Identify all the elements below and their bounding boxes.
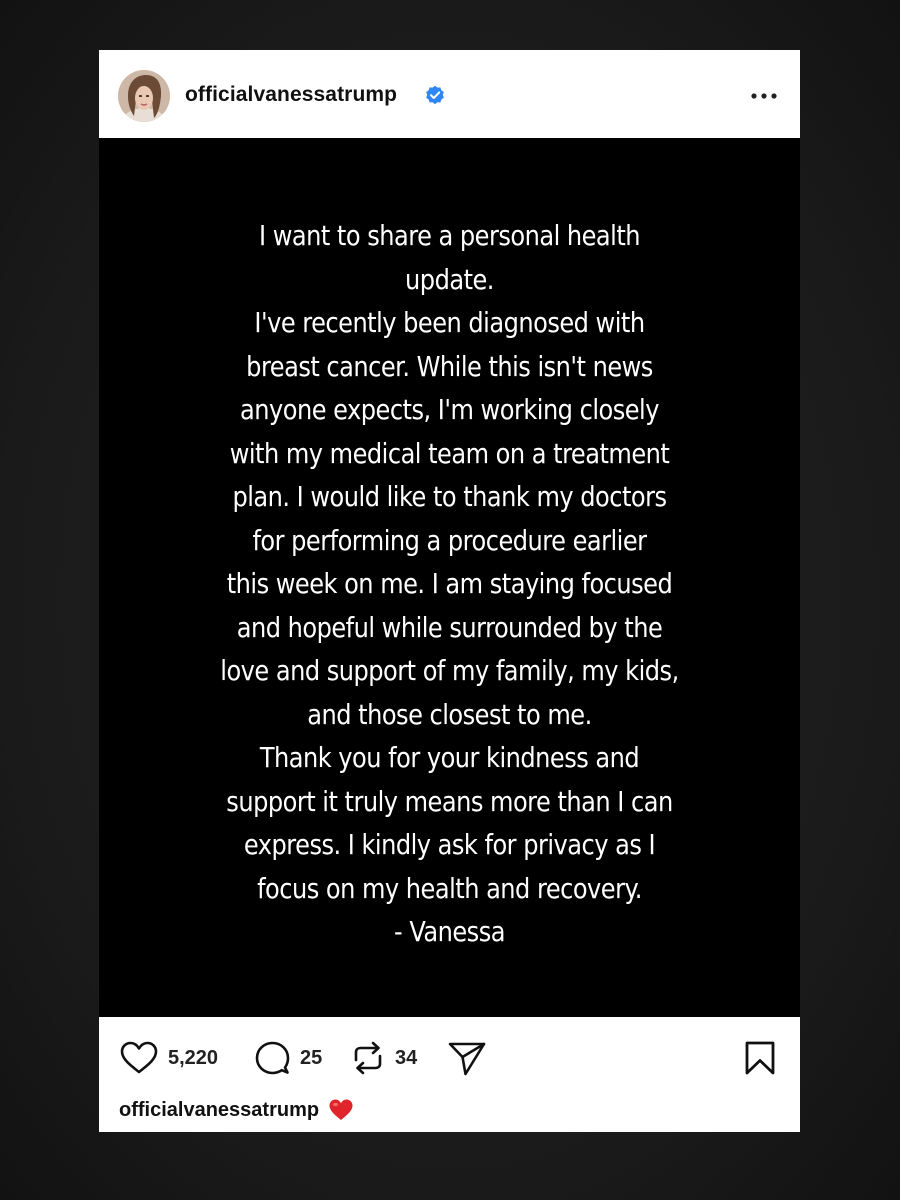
repost-count[interactable]: 34 bbox=[395, 1046, 418, 1069]
post-text-line: and hopeful while surrounded by the bbox=[236, 610, 663, 644]
post-text-line: focus on my health and recovery. bbox=[257, 871, 642, 905]
avatar[interactable] bbox=[118, 70, 170, 122]
like-count[interactable]: 5,220 bbox=[168, 1046, 219, 1069]
post-text bbox=[182, 214, 716, 954]
more-options-icon[interactable] bbox=[745, 84, 785, 108]
post-text-line: support it truly means more than I can bbox=[226, 784, 673, 818]
post-image[interactable] bbox=[99, 138, 800, 1017]
save-action bbox=[743, 1040, 777, 1076]
repost-arrows-icon[interactable] bbox=[350, 1040, 386, 1076]
red-heart-icon bbox=[328, 1098, 354, 1122]
like-action bbox=[119, 1040, 218, 1076]
post-text-line: this week on me. I am staying focused bbox=[226, 567, 673, 600]
post-actions bbox=[99, 1017, 800, 1097]
post-text-line: with my medical team on a treatment bbox=[229, 436, 670, 470]
post-text-line: - Vanessa bbox=[394, 915, 505, 948]
verified-badge-icon bbox=[425, 85, 445, 105]
post-text-line: Thank you for your kindness and bbox=[259, 741, 640, 774]
post-text-line: plan. I would like to thank my doctors bbox=[232, 480, 667, 513]
post-username[interactable]: officialvanessatrump bbox=[185, 83, 398, 106]
heart-outline-icon[interactable] bbox=[119, 1040, 159, 1076]
post-card bbox=[99, 50, 800, 1132]
share-action bbox=[447, 1040, 487, 1076]
comment-count[interactable]: 25 bbox=[300, 1046, 323, 1069]
post-text-line: express. I kindly ask for privacy as I bbox=[243, 828, 656, 861]
share-send-icon[interactable] bbox=[447, 1040, 487, 1076]
post-text-line: for performing a procedure earlier bbox=[252, 523, 647, 557]
comment-bubble-icon[interactable] bbox=[253, 1040, 291, 1076]
repost-action bbox=[350, 1040, 417, 1076]
caption-username[interactable]: officialvanessatrump bbox=[119, 1098, 320, 1121]
post-text-line: I've recently been diagnosed with bbox=[254, 306, 645, 339]
post-header bbox=[99, 50, 800, 138]
post-caption bbox=[119, 1096, 354, 1124]
post-text-line: love and support of my family, my kids, bbox=[220, 654, 679, 687]
avatar-image bbox=[118, 70, 170, 122]
bookmark-icon[interactable] bbox=[743, 1040, 777, 1076]
post-text-line: anyone expects, I'm working closely bbox=[240, 393, 659, 426]
comment-action bbox=[253, 1040, 322, 1076]
post-text-line: update. bbox=[405, 262, 494, 296]
post-text-line: I want to share a personal health bbox=[258, 219, 641, 252]
post-text-line: and those closest to me. bbox=[307, 697, 592, 731]
post-text-line: breast cancer. While this isn't news bbox=[246, 349, 653, 383]
